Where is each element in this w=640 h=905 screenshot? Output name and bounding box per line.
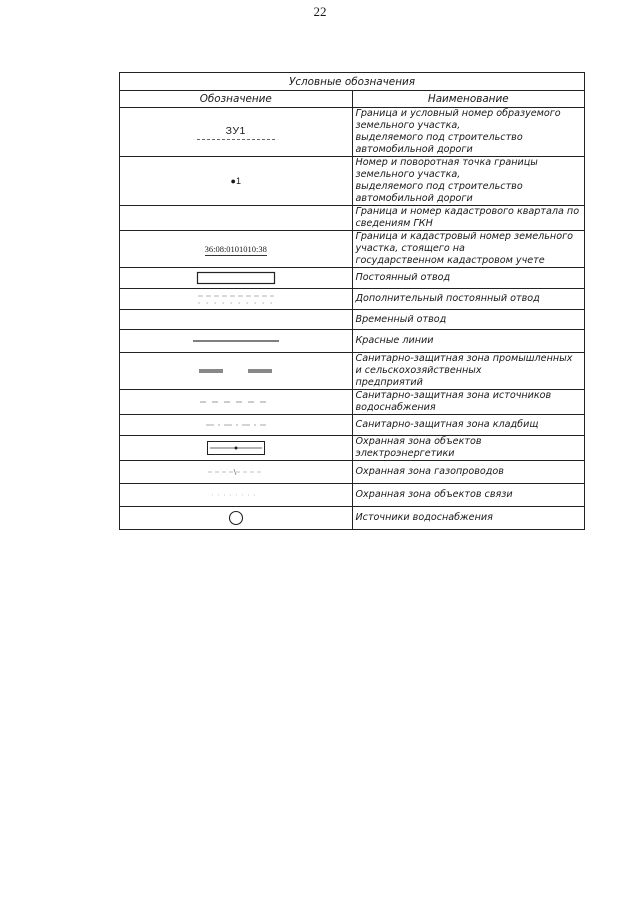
legend-name xyxy=(352,390,585,415)
legend-name-line: Граница и условный номер образуемого земельного участка, xyxy=(355,108,561,131)
legend-name-line: Временный отвод xyxy=(355,313,447,325)
legend-row xyxy=(120,206,585,231)
rectangle-outline-icon xyxy=(196,271,276,285)
legend-symbol xyxy=(120,507,353,530)
gas-line-icon xyxy=(196,468,276,476)
legend-name-line: Дополнительный постоянный отвод xyxy=(355,293,540,304)
legend-symbol xyxy=(120,108,353,157)
legend-name-line: Санитарно-защитная зона кладбищ xyxy=(355,419,539,430)
legend-name-line: Граница и кадастровый номер земельного участка, стоящего на xyxy=(355,231,573,254)
legend-row xyxy=(120,484,585,507)
legend-name-line: выделяемого под строительство автомобильной дороги xyxy=(355,132,523,155)
legend-row xyxy=(120,507,585,530)
legend-name-line: Граница и номер кадастрового квартала по сведениям ГКН xyxy=(355,206,580,229)
legend-row xyxy=(120,436,585,461)
dash-line-icon xyxy=(196,399,276,405)
circle-icon xyxy=(228,510,244,526)
legend-name-line: выделяемого под строительство автомобильной дороги xyxy=(355,181,523,204)
dash-dot-line-icon xyxy=(196,422,276,428)
legend-name-line: государственном кадастровом учете xyxy=(355,255,545,266)
legend-name xyxy=(352,484,585,507)
legend-row xyxy=(120,157,585,206)
legend-name-line: Источники водоснабжения xyxy=(355,512,493,523)
legend-row xyxy=(120,310,585,330)
legend-name xyxy=(352,461,585,484)
legend-row xyxy=(120,108,585,157)
power-zone-icon xyxy=(206,440,266,456)
legend-row xyxy=(120,353,585,390)
legend-name-line: Санитарно-защитная зона источников водоснабжения xyxy=(355,390,552,413)
legend-title-row xyxy=(120,73,585,91)
dotted-line-icon xyxy=(196,492,276,498)
header-name: Наименование xyxy=(352,91,585,108)
legend-table xyxy=(119,72,585,530)
legend-name-line: Охранная зона объектов электроэнергетики xyxy=(355,436,482,459)
legend-name xyxy=(352,289,585,310)
legend-symbol xyxy=(120,461,353,484)
header-symbol: Обозначение xyxy=(120,91,353,108)
legend-title: Условные обозначения xyxy=(120,73,585,91)
legend-header-row xyxy=(120,91,585,108)
legend-row xyxy=(120,415,585,436)
legend-symbol xyxy=(120,231,353,268)
solid-line-icon xyxy=(191,338,281,344)
legend-name xyxy=(352,108,585,157)
legend-symbol xyxy=(120,206,353,231)
legend-row xyxy=(120,330,585,353)
legend-row xyxy=(120,268,585,289)
legend-symbol xyxy=(120,330,353,353)
legend-row xyxy=(120,461,585,484)
legend-name-line: Охранная зона объектов связи xyxy=(355,489,513,500)
point-number: 1 xyxy=(235,175,241,186)
legend-symbol xyxy=(120,353,353,390)
legend-name xyxy=(352,436,585,461)
dashed-boundary-icon xyxy=(197,139,275,140)
legend-name xyxy=(352,353,585,390)
legend-name-line: Санитарно-защитная зона промышленных и сельскохозяйственных xyxy=(355,353,573,376)
legend-row xyxy=(120,390,585,415)
legend-name-line: предприятий xyxy=(355,377,423,388)
legend-name xyxy=(352,157,585,206)
legend-symbol xyxy=(120,268,353,289)
legend-name-line: Номер и поворотная точка границы земельного участка, xyxy=(355,157,538,180)
legend-symbol xyxy=(120,289,353,310)
legend-name xyxy=(352,206,585,231)
legend-name xyxy=(352,268,585,289)
plot-label: ЗУ1 xyxy=(225,124,246,137)
legend-name xyxy=(352,330,585,353)
legend-symbol xyxy=(120,436,353,461)
legend-name xyxy=(352,310,585,330)
legend-name-line: Охранная зона газопроводов xyxy=(355,466,504,477)
legend-symbol xyxy=(120,415,353,436)
dashed-line-icon xyxy=(196,292,276,306)
page-number: 22 xyxy=(313,4,327,19)
legend-name xyxy=(352,415,585,436)
legend-name-line: Красные линии xyxy=(355,335,434,346)
legend-symbol xyxy=(120,484,353,507)
legend-symbol xyxy=(120,310,353,330)
double-dash-line-icon xyxy=(196,367,276,375)
legend-symbol xyxy=(120,390,353,415)
cadastral-number: 36:08:0101010:38 xyxy=(204,243,267,254)
legend-row xyxy=(120,231,585,268)
legend-name xyxy=(352,231,585,268)
legend-name-line: Постоянный отвод xyxy=(355,272,451,283)
point-marker-icon: ● xyxy=(230,175,236,186)
legend-row xyxy=(120,289,585,310)
legend-name xyxy=(352,507,585,530)
legend-symbol xyxy=(120,157,353,206)
